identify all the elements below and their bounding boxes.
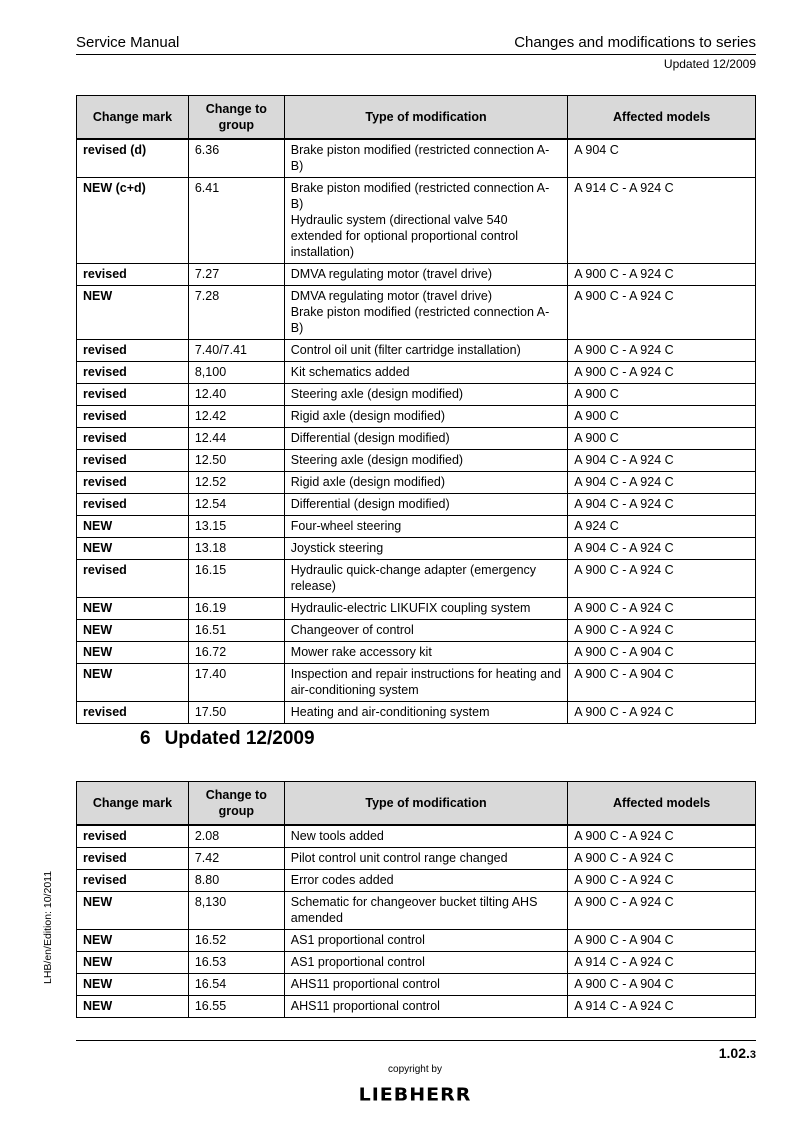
modification-type-cell: AS1 proportional control [284, 952, 568, 974]
modification-type-cell: Hydraulic quick-change adapter (emergency release) [284, 560, 568, 598]
modification-type-cell: Differential (design modified) [284, 494, 568, 516]
change-group-cell: 7.40/7.41 [188, 340, 284, 362]
modification-type-cell: Control oil unit (filter cartridge installation) [284, 340, 568, 362]
copyright-text: copyright by [388, 1064, 442, 1075]
change-group-cell: 17.50 [188, 702, 284, 724]
table-row [77, 538, 756, 560]
change-mark-cell: NEW [77, 598, 189, 620]
change-group-cell: 7.42 [188, 848, 284, 870]
affected-models-cell: A 900 C - A 924 C [568, 264, 756, 286]
table-row [77, 892, 756, 930]
modification-type-cell: Inspection and repair instructions for heating and air-conditioning system [284, 664, 568, 702]
change-group-cell: 7.27 [188, 264, 284, 286]
modification-type-cell: Hydraulic-electric LIKUFIX coupling system [284, 598, 568, 620]
change-group-cell: 16.53 [188, 952, 284, 974]
change-mark-cell: revised [77, 870, 189, 892]
change-mark-cell: NEW [77, 952, 189, 974]
change-group-cell: 13.15 [188, 516, 284, 538]
table-header-row [77, 782, 756, 826]
footer-divider [76, 1040, 756, 1041]
change-mark-cell: revised [77, 406, 189, 428]
affected-models-cell: A 900 C - A 904 C [568, 664, 756, 702]
modification-type-cell: Error codes added [284, 870, 568, 892]
table-row [77, 974, 756, 996]
page-number-main: 1.02. [718, 1045, 750, 1061]
affected-models-cell: A 900 C - A 924 C [568, 870, 756, 892]
modification-type-cell: Heating and air-conditioning system [284, 702, 568, 724]
modification-type-cell: Brake piston modified (restricted connection A-B) [284, 139, 568, 178]
modification-type-cell: Brake piston modified (restricted connection A-B) Hydraulic system (directional valve 540 extended for optional proportional control installation) [284, 178, 568, 264]
change-mark-cell: NEW [77, 892, 189, 930]
affected-models-cell: A 924 C [568, 516, 756, 538]
header-chapter: Changes and modifications to series [514, 34, 756, 51]
col-header-models: Affected models [568, 782, 756, 826]
affected-models-cell: A 900 C - A 924 C [568, 620, 756, 642]
affected-models-cell: A 900 C - A 924 C [568, 362, 756, 384]
modification-type-cell: Mower rake accessory kit [284, 642, 568, 664]
change-mark-cell: NEW [77, 642, 189, 664]
modification-type-cell: AS1 proportional control [284, 930, 568, 952]
table-header-row [77, 96, 756, 140]
changes-table-1 [76, 95, 756, 724]
modification-type-cell: Rigid axle (design modified) [284, 406, 568, 428]
change-group-cell: 16.54 [188, 974, 284, 996]
change-group-cell: 2.08 [188, 825, 284, 848]
change-mark-cell: revised [77, 428, 189, 450]
modification-type-cell: Differential (design modified) [284, 428, 568, 450]
table-row [77, 362, 756, 384]
affected-models-cell: A 900 C - A 924 C [568, 702, 756, 724]
affected-models-cell: A 900 C - A 904 C [568, 642, 756, 664]
change-mark-cell: NEW [77, 974, 189, 996]
change-group-cell: 17.40 [188, 664, 284, 702]
change-group-cell: 12.40 [188, 384, 284, 406]
modification-type-cell: Pilot control unit control range changed [284, 848, 568, 870]
table-row [77, 472, 756, 494]
modification-type-cell: Changeover of control [284, 620, 568, 642]
liebherr-logo: LIEBHERR [358, 1084, 472, 1106]
change-mark-cell: NEW [77, 286, 189, 340]
section-title: Updated 12/2009 [164, 728, 315, 749]
affected-models-cell: A 904 C - A 924 C [568, 472, 756, 494]
change-mark-cell: NEW [77, 538, 189, 560]
table-row [77, 996, 756, 1018]
modification-type-cell: DMVA regulating motor (travel drive) Brake piston modified (restricted connection A-B) [284, 286, 568, 340]
affected-models-cell: A 904 C [568, 139, 756, 178]
affected-models-cell: A 900 C - A 924 C [568, 825, 756, 848]
modification-type-cell: Four-wheel steering [284, 516, 568, 538]
change-mark-cell: revised [77, 494, 189, 516]
change-group-cell: 12.44 [188, 428, 284, 450]
affected-models-cell: A 904 C - A 924 C [568, 494, 756, 516]
table-row [77, 620, 756, 642]
col-header-change-group: Change to group [188, 782, 284, 826]
page-number [719, 1045, 756, 1061]
col-header-models: Affected models [568, 96, 756, 140]
page-number-sub: 3 [749, 1049, 756, 1061]
modification-type-cell: Joystick steering [284, 538, 568, 560]
col-header-type: Type of modification [284, 96, 568, 140]
change-group-cell: 7.28 [188, 286, 284, 340]
change-mark-cell: revised [77, 825, 189, 848]
change-mark-cell: revised [77, 264, 189, 286]
change-mark-cell: NEW [77, 996, 189, 1018]
table-row [77, 428, 756, 450]
affected-models-cell: A 900 C [568, 406, 756, 428]
modification-type-cell: AHS11 proportional control [284, 996, 568, 1018]
header-updated: Updated 12/2009 [663, 57, 756, 71]
header-divider [76, 54, 756, 55]
change-mark-cell: revised [77, 340, 189, 362]
change-mark-cell: revised [77, 560, 189, 598]
change-group-cell: 8.80 [188, 870, 284, 892]
table-row [77, 848, 756, 870]
table-row [77, 952, 756, 974]
table-row [77, 178, 756, 264]
table-row [77, 384, 756, 406]
table-row [77, 930, 756, 952]
change-mark-cell: revised [77, 450, 189, 472]
change-group-cell: 12.52 [188, 472, 284, 494]
affected-models-cell: A 900 C - A 904 C [568, 930, 756, 952]
change-group-cell: 6.41 [188, 178, 284, 264]
change-group-cell: 12.50 [188, 450, 284, 472]
change-group-cell: 13.18 [188, 538, 284, 560]
table-row [77, 286, 756, 340]
modification-type-cell: Steering axle (design modified) [284, 384, 568, 406]
change-group-cell: 16.52 [188, 930, 284, 952]
change-group-cell: 16.55 [188, 996, 284, 1018]
affected-models-cell: A 900 C [568, 428, 756, 450]
table-row [77, 516, 756, 538]
affected-models-cell: A 900 C - A 924 C [568, 848, 756, 870]
change-mark-cell: NEW [77, 664, 189, 702]
affected-models-cell: A 900 C - A 924 C [568, 340, 756, 362]
modification-type-cell: Rigid axle (design modified) [284, 472, 568, 494]
affected-models-cell: A 914 C - A 924 C [568, 952, 756, 974]
affected-models-cell: A 900 C - A 904 C [568, 974, 756, 996]
table-row [77, 825, 756, 848]
affected-models-cell: A 914 C - A 924 C [568, 178, 756, 264]
change-group-cell: 16.19 [188, 598, 284, 620]
edition-note: LHB/en/Edition: 10/2011 [42, 870, 54, 984]
affected-models-cell: A 914 C - A 924 C [568, 996, 756, 1018]
modification-type-cell: DMVA regulating motor (travel drive) [284, 264, 568, 286]
change-group-cell: 16.51 [188, 620, 284, 642]
change-group-cell: 16.72 [188, 642, 284, 664]
section-heading [140, 728, 315, 750]
col-header-type: Type of modification [284, 782, 568, 826]
change-mark-cell: NEW [77, 516, 189, 538]
modification-type-cell: Steering axle (design modified) [284, 450, 568, 472]
change-group-cell: 8,100 [188, 362, 284, 384]
modification-type-cell: AHS11 proportional control [284, 974, 568, 996]
table-row [77, 340, 756, 362]
table-row [77, 139, 756, 178]
change-mark-cell: revised [77, 384, 189, 406]
change-mark-cell: NEW (c+d) [77, 178, 189, 264]
modification-type-cell: Schematic for changeover bucket tilting AHS amended [284, 892, 568, 930]
changes-table-2 [76, 781, 756, 1018]
affected-models-cell: A 900 C - A 924 C [568, 598, 756, 620]
table-row [77, 870, 756, 892]
table-row [77, 494, 756, 516]
affected-models-cell: A 904 C - A 924 C [568, 538, 756, 560]
table-row [77, 406, 756, 428]
section-number: 6 [140, 728, 151, 749]
change-mark-cell: revised [77, 702, 189, 724]
change-mark-cell: NEW [77, 620, 189, 642]
header-title: Service Manual [76, 34, 180, 51]
modification-type-cell: Kit schematics added [284, 362, 568, 384]
affected-models-cell: A 900 C - A 924 C [568, 560, 756, 598]
col-header-change-group: Change to group [188, 96, 284, 140]
table-row [77, 560, 756, 598]
change-mark-cell: revised [77, 848, 189, 870]
change-group-cell: 16.15 [188, 560, 284, 598]
affected-models-cell: A 900 C - A 924 C [568, 892, 756, 930]
change-mark-cell: revised [77, 362, 189, 384]
table-row [77, 702, 756, 724]
change-group-cell: 12.42 [188, 406, 284, 428]
affected-models-cell: A 904 C - A 924 C [568, 450, 756, 472]
change-mark-cell: revised (d) [77, 139, 189, 178]
change-group-cell: 12.54 [188, 494, 284, 516]
change-group-cell: 8,130 [188, 892, 284, 930]
change-mark-cell: NEW [77, 930, 189, 952]
col-header-change-mark: Change mark [77, 96, 189, 140]
table-row [77, 264, 756, 286]
table-row [77, 642, 756, 664]
table-row [77, 664, 756, 702]
table-row [77, 598, 756, 620]
change-group-cell: 6.36 [188, 139, 284, 178]
table-row [77, 450, 756, 472]
modification-type-cell: New tools added [284, 825, 568, 848]
col-header-change-mark: Change mark [77, 782, 189, 826]
change-mark-cell: revised [77, 472, 189, 494]
affected-models-cell: A 900 C - A 924 C [568, 286, 756, 340]
affected-models-cell: A 900 C [568, 384, 756, 406]
